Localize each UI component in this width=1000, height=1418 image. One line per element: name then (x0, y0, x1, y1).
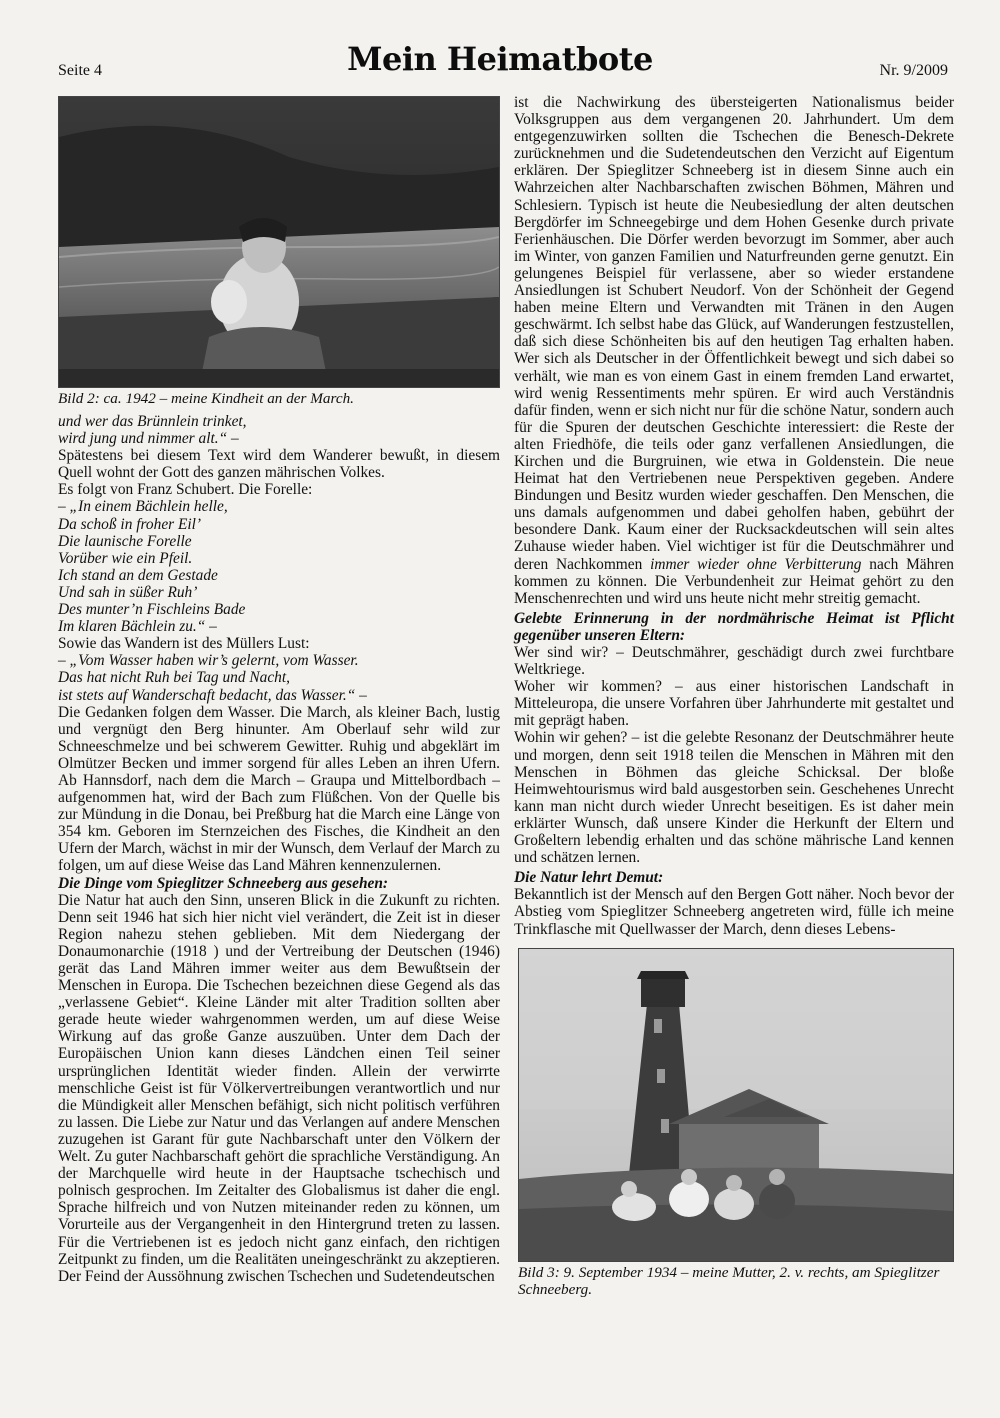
paragraph-text: ist die Nachwirkung des übersteigerten Nationalismus beider Volksgruppen aus dem vergangenen 20. Jahrhundert. Um dem entgegenzuwirken sollten die Tschechen die Benesch-Dekrete zurücknehmen und die Sudetendeutschen den Verzicht auf Eigentum erklären. Der Spieglitzer Schneeberg ist in diesem Sinne auch ein Wahrzeichen alter Nachbarschaften zwischen Böhmen, Mähren und Schlesiern. Typisch ist heute die Neubesiedlung der alten deutschen Bergdörfer im Schneegebirge und dem Hohen Gesenke durch private Ferienhäuschen. Die Dörfer werden bevorzugt im Sommer, aber auch im Winter, von ganzen Familien und Naturfreunden gerne genutzt. Ein gelungenes Beispiel für verlassene, aber so wieder erstandene Ansiedlungen ist Schubert Neudorf. Von der Schönheit der Gegend haben meine Eltern und Verwandten mit Tränen in den Augen geschwärmt. Ich selbst habe das Glück, auf Wanderungen festzustellen, daß sich diese Schönheiten bis auf den heutigen Tag erhalten haben. Wer sich als Deutscher in der Öffentlichkeit bewegt und sich dabei so verhält, wie man es von einem Gast in einem fremden Land erwartet, wird wenig Ressentiments mehr spüren. Er wird auch Verständnis dafür finden, wenn er sich nicht nur für die schöne Natur, sondern auch für die Spuren der deutschen Geschichte interessiert: die Reste der alten Friedhöfe, die teils oder ganz verfallenen Ansiedlungen, die Kirchen und die Burgruinen, wie etwa in Goldenstein. Die neue Heimat hat den Vertriebenen neue Perspektiven gegeben. Andere Bindungen und Besitz wurden wieder geschaffen. Den Menschen, die uns damals aufgenommen und dabei geholfen haben, gebührt der besondere Dank. Kaum einer der Rucksackdeutschen will sein altes Zuhause wieder haben. Viel wichtiger ist für die Deutschmährer und deren Nachkommen (514, 94, 954, 573)
page-header (0, 0, 1000, 92)
paragraph: Bekanntlich ist der Mensch auf den Bergen Gott näher. Noch bevor der Abstieg vom Spieglitzer Schneeberg angetreten wird, fülle ich meine Trinkflasche mit Quellwasser der March, denn dieses Lebens- (514, 886, 954, 938)
issue-number: Nr. 9/2009 (879, 62, 948, 79)
paragraph-text: nach Mähren kommen zu können. Die Verbundenheit zur Heimat gehört zu den Menschenrechten und wird uns heute nicht mehr streitig gemacht. (514, 555, 954, 607)
paragraph: Woher wir kommen? – aus einer historischen Landschaft in Mitteleuropa, die unsere Vorfahren über Jahrhunderte mit gestaltet und mit geprägt haben. (514, 678, 954, 730)
paragraph: Sowie das Wandern ist des Müllers Lust: (58, 635, 310, 653)
paragraph: Es folgt von Franz Schubert. Die Forelle: (58, 481, 313, 499)
verse-line: Das hat nicht Ruh bei Tag und Nacht, (58, 669, 291, 687)
left-column (58, 96, 500, 1285)
paragraph: Wohin wir gehen? – ist die gelebte Resonanz der Deutschmährer heute und morgen, denn seit 1918 teilen die Menschen in Mähren mit den Menschen in Böhmen das gleiche Schicksal. Der bloße Heimwehtourismus wird bald ausgestorben sein. Geschehenes Unrecht kann man nicht durch wieder Unrecht beseitigen. Es ist daher mein erklärter Wunsch, daß unsere Kinder die Herkunft der Eltern und Großeltern lebendig erhalten und das schöne mährische Land kennen und schätzen lernen. (514, 729, 954, 867)
page-number: Seite 4 (58, 62, 102, 79)
verse-line: Vorüber wie ein Pfeil. (58, 549, 193, 567)
verse-line: und wer das Brünnlein trinket, (58, 413, 247, 430)
verse-line: – „Vom Wasser haben wir’s gelernt, vom Wasser. (58, 652, 359, 670)
paragraph: Die Natur hat auch den Sinn, unseren Blick in die Zukunft zu richten. Denn seit 1946 hat sich hier nicht viel verändert, die Zeit ist in dieser Region nahezu stehen geblieben. Mit dem Niedergang der Donaumonarchie (1918 ) und der Vertreibung der Deutschen (1946) gerät das Land Mähren immer weiter aus dem Bewußtsein der Menschen in Europa. Die Tschechen bezeichnen diese Gegend als das „verlassene Gebiet“. Kleine Länder mit alter Tradition sollten aber gerade heute wieder wahrgenommen werden, um auf diese Weise Wirkung auf das große Ganze auszuüben. Unter dem Dach der Europäischen Union kann dieses Ländchen einen Teil seiner ursprünglichen Identität wieder finden. Allein der verwirrte menschliche Geist ist für Völkervertreibungen verantwortlich und nur die Mündigkeit aller Menschen befähigt, sich nicht politisch verführen zu lassen. Die Liebe zur Natur und das Verlangen auf andere Menschen zuzugehen ist Garant für gute Nachbarschaft unter den Völkern der Welt. Zu guter Nachbarschaft gehört die sprachliche Verständigung. An der Marchquelle wird heute in der Hauptsache tschechisch und polnisch gesprochen. Im Zeitalter des Globalismus ist daher die engl. Sprache hilfreich und von Nutzen miteinander reden zu können, um Vorurteile aus der Vergangenheit in den Hintergrund treten zu lassen. Für die Vertriebenen ist es jedoch nicht ganz einfach, den richtigen Zeitpunkt zu finden, um die Realitäten uneingeschränkt zu akzeptieren. Der Feind der Aussöhnung zwischen Tschechen und Sudetendeutschen (58, 891, 500, 1285)
verse-line: Da schoß in froher Eil’ (58, 515, 202, 533)
section-heading: Gelebte Erinnerung in der nordmährische Heimat ist Pflicht gegenüber unseren Eltern: (514, 609, 954, 644)
paragraph (514, 94, 954, 607)
verse-line: wird jung und nimmer alt.“ – (58, 430, 239, 448)
right-article-text (514, 94, 954, 938)
section-heading: Die Dinge vom Spieglitzer Schneeberg aus gesehen: (58, 874, 389, 892)
paragraph: Die Gedanken folgen dem Wasser. Die March, als kleiner Bach, lustig und vergnügt den Berg hinunter. Am Oberlauf sehr wild zur Schneeschmelze und bei schwerem Gewitter. Ruhig und abgeklärt im Olmützer Becken und immer sorgend für alles Leben an ihren Ufern. Ab Hannsdorf, nach dem die March – Graupa und Mittelbordbach – aufgenommen hat, wird der Bach zum Flüßchen. Von der Quelle bis zur Mündung in die Donau, bei Preßburg hat die March eine Länge von 354 km. Geboren im Sternzeichen des Fisches, die Kindheit an den Ufern der March, wächst in mir der Wunsch, dem Verlauf der March zu folgen, um auf diese Weise das Land Mähren kennenzulernen. (58, 703, 500, 875)
verse-line: Ich stand an dem Gestade (58, 566, 218, 584)
left-article-text (58, 413, 500, 1285)
verse-line: Und sah in süßer Ruh’ (58, 583, 198, 601)
paragraph: Wer sind wir? – Deutschmährer, geschädigt durch zwei furchtbare Weltkriege. (514, 644, 954, 679)
section-heading: Die Natur lehrt Demut: (514, 869, 664, 887)
photo-river-image (59, 97, 499, 387)
photo1-caption: Bild 2: ca. 1942 – meine Kindheit an der March. (58, 390, 354, 407)
verse-line: ist stets auf Wanderschaft bedacht, das Wasser.“ – (58, 686, 367, 704)
verse-line: – „In einem Bächlein helle, (58, 498, 228, 516)
emphasis-text: immer wieder ohne Verbitterung (650, 555, 862, 573)
right-column (514, 94, 954, 1298)
verse-line: Im klaren Bächlein zu.“ – (58, 618, 217, 636)
verse-line: Des munter’n Fischleins Bade (58, 601, 246, 619)
verse-line: Die launische Forelle (58, 532, 192, 550)
photo-river-mother-child (58, 96, 500, 388)
photo-tower-group (518, 948, 954, 1262)
paragraph: Spätestens bei diesem Text wird dem Wanderer bewußt, in diesem Quell wohnt der Gott des ganzen mährischen Volkes. (58, 447, 500, 482)
photo2-caption: Bild 3: 9. September 1934 – meine Mutter, 2. v. rechts, am Spieglitzer Schneeberg. (518, 1263, 940, 1298)
photo-tower-image (519, 949, 953, 1261)
masthead-title: Mein Heimatbote (347, 40, 653, 78)
